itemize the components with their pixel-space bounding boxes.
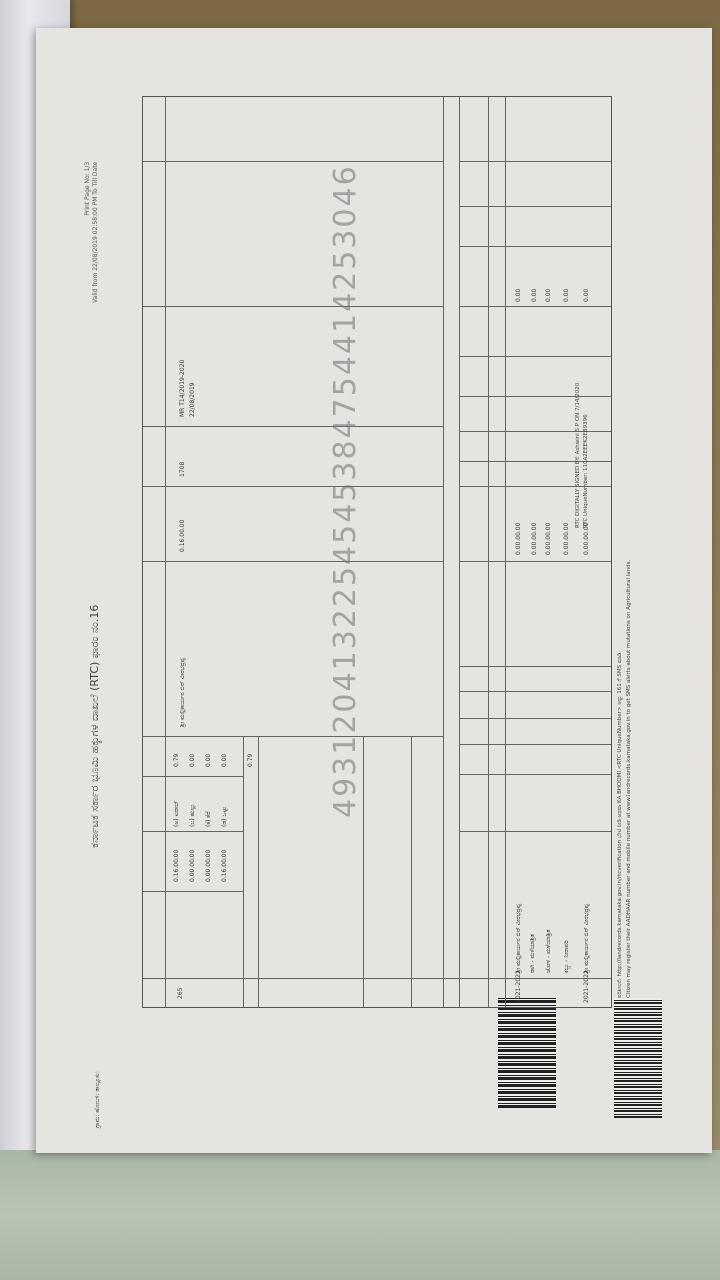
survey-number: 265 <box>177 987 184 999</box>
crop-area: 0.00.00.00 <box>545 522 552 555</box>
table-line <box>443 97 444 1007</box>
signed-by: RTC DIGITALLY SIGNED BY: Ashwini S P ON 7/14/2020 <box>575 382 581 528</box>
total-area: 0.79 <box>247 753 254 767</box>
rotated-document-content <box>76 88 676 1148</box>
crop-zero: 0.00 <box>515 288 522 302</box>
footer-notes <box>616 98 634 998</box>
crop-zero: 0.00 <box>531 288 538 302</box>
rtc-watermark-number: 4931204132254545384754414253046 <box>328 164 363 818</box>
table-line <box>459 561 611 562</box>
table-line <box>243 737 244 1007</box>
table-line <box>411 737 412 1007</box>
land-type-label: (ಕ) ಕೆರೆ <box>205 811 212 827</box>
crop-zero: 0.00 <box>583 288 590 302</box>
table-line <box>459 246 611 247</box>
rtc-unique-number: RTC UniqueNumber: 110A2EEEK2EB9396 <box>583 414 589 528</box>
document-title: ಕರ್ನಾಟಕ ಸರ್ಕಾರ ಭೂಮಿ ಹಕ್ಕುಗಳ ದಾಖಲೆ (RTC) ಫಾರಂ ನಂ.16 <box>88 604 101 848</box>
barcode-top <box>498 998 556 1108</box>
crop-entry: ಜೋಳ - ಮಳೆಯಾಶ್ರಿತ <box>545 929 552 973</box>
crop-entry: ಶ್ರೀ ಮಲ್ಲಿಕಾರ್ಜುನ ಬಿನ್ ವೀರಭದ್ರಪ್ಪ <box>515 903 522 973</box>
table-line <box>143 891 243 892</box>
land-type-label: (ಡ) ಒಟ್ಟು <box>221 806 228 827</box>
table-line <box>258 737 259 1007</box>
table-line <box>143 561 443 562</box>
table-line <box>459 774 611 775</box>
table-line <box>459 831 611 832</box>
table-line <box>143 306 443 307</box>
table-line <box>459 306 611 307</box>
valid-from: Valid from 22/08/2019 02:58:00 PM To Till Date <box>92 161 99 303</box>
table-line <box>143 161 443 162</box>
land-type-label: (ಬ) ಹುಲ್ಲು <box>189 803 196 827</box>
table-line <box>459 356 611 357</box>
table-line <box>459 161 611 162</box>
crop-area: 0.00.00.00 <box>563 522 570 555</box>
cloth-background <box>0 1150 720 1280</box>
rtc-table <box>142 96 612 1008</box>
land-type-label: (ಅ) ಖರಾಬ್ <box>173 800 180 827</box>
mutation-ref: MR T14/2019-2020 <box>179 359 186 417</box>
table-line <box>488 97 489 1007</box>
crop-year: 2021-2022 <box>583 970 590 1003</box>
land-type-value: 0.00 <box>189 753 196 767</box>
table-line <box>505 97 506 1007</box>
table-line <box>143 978 611 979</box>
table-line <box>459 718 611 719</box>
crop-zero: 0.00 <box>563 288 570 302</box>
land-type-value: 0.00 <box>221 753 228 767</box>
barcode-bottom <box>614 998 662 1118</box>
digital-signature <box>574 383 590 528</box>
table-line <box>459 691 611 692</box>
crop-year: 2021-2022 <box>515 970 522 1003</box>
land-type-value: 0.79 <box>173 753 180 767</box>
table-line <box>459 666 611 667</box>
crop-area: 0.00.00.00 <box>531 522 538 555</box>
table-line <box>143 776 243 777</box>
table-line <box>143 486 443 487</box>
print-info <box>84 162 100 303</box>
mutation-date: 22/08/2019 <box>189 382 196 417</box>
owner-area: 0.16.00.00 <box>179 519 186 552</box>
rtc-document-page <box>36 28 712 1153</box>
table-line <box>459 744 611 745</box>
table-line <box>143 831 243 832</box>
owner-entry: ಶ್ರೀ ಮಲ್ಲಿಕಾರ್ಜುನ ಬಿನ್ ವೀರಭದ್ರಪ್ಪ <box>179 657 186 727</box>
aadhaar-note: Citizen may register their AADHAAR number and mobile number at www.landrecords.karnataka.gov.in to get SMS alerts about mutations on Agricultural lands. <box>626 559 632 998</box>
area-value: 0.16.00.00 <box>221 849 228 882</box>
area-value: 0.00.00.00 <box>189 849 196 882</box>
header-left: ಗ್ರಾಮ: ಹೋಬಳಿ: ತಾಲ್ಲೂಕು: <box>94 1071 101 1128</box>
verification-note: ಪರಿಶೀಲನೆ: http://landrecords.karnataka.gov.in/rtcverification ಭೇಟಿ ನೀಡಿ ಅಥವಾ KA BHOOMI <RTC UniqueNumber> ಅನ್ನು 161 ಗೆ SMS ಮಾಡಿ <box>617 652 623 998</box>
table-line <box>459 97 460 1007</box>
area-value: 0.16.00.00 <box>173 849 180 882</box>
table-line <box>143 426 443 427</box>
crop-entry: ರಾಗಿ - ಮಳೆಯಾಶ್ರಿತ <box>529 933 536 973</box>
table-line <box>363 737 364 1007</box>
crop-entry: ಶ್ರೀ ಮಲ್ಲಿಕಾರ್ಜುನ ಬಿನ್ ವೀರಭದ್ರಪ್ಪ <box>583 903 590 973</box>
crop-area: 0.00.00.00 <box>515 522 522 555</box>
table-line <box>165 97 166 1007</box>
print-page-number: Print Page No: 1/3 <box>84 161 91 216</box>
crop-zero: 0.00 <box>545 288 552 302</box>
land-type-value: 0.00 <box>205 753 212 767</box>
crop-area: 0.00.00.00 <box>583 522 590 555</box>
area-value: 0.00.00.00 <box>205 849 212 882</box>
table-line <box>459 206 611 207</box>
table-line <box>143 736 443 737</box>
crop-entry: ಕಬ್ಬು - ನೀರಾವರಿ <box>563 940 570 973</box>
owner-khata: 1708 <box>179 461 186 477</box>
